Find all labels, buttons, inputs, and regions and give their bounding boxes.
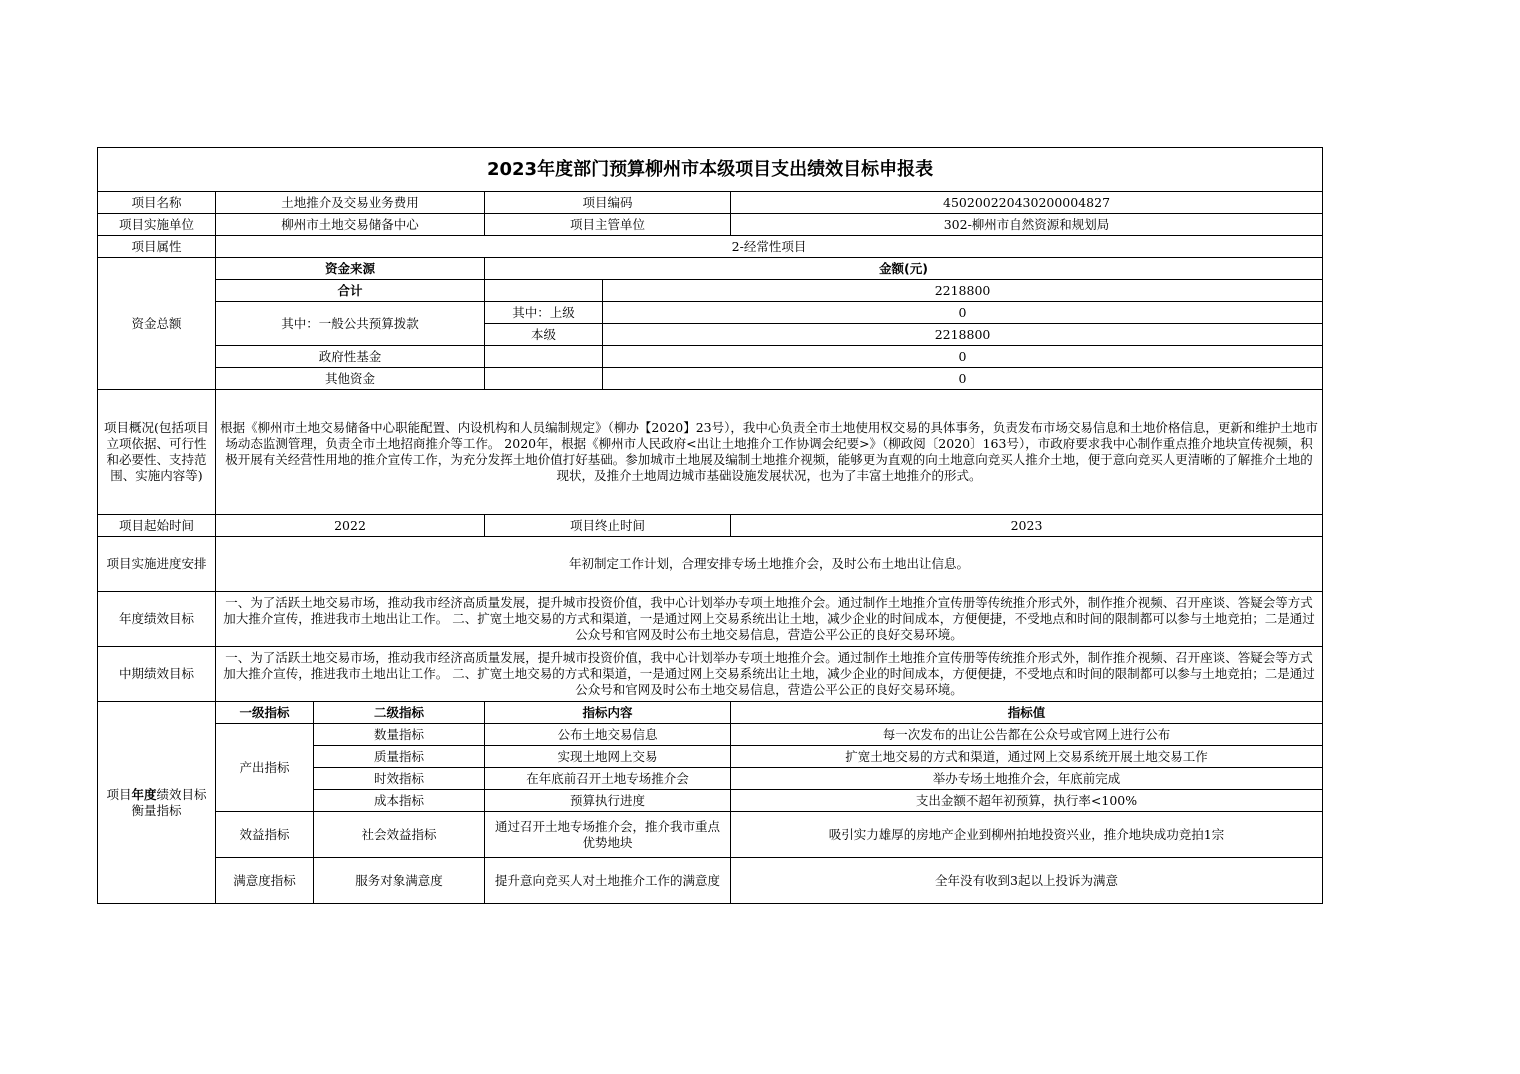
content-header: 指标内容 bbox=[485, 702, 731, 724]
government-fund-blank bbox=[485, 346, 603, 368]
indicator-content: 通过召开土地专场推介会，推介我市重点优势地块 bbox=[485, 812, 731, 858]
indicator-value: 举办专场土地推介会，年底前完成 bbox=[731, 768, 1323, 790]
project-code-label: 项目编码 bbox=[485, 192, 731, 214]
mid-term-goal-text: 一、为了活跃土地交易市场，推动我市经济高质量发展，提升城市投资价值，我中心计划举办专项土地推介会。通过制作土地推介宣传册等传统推介形式外，制作推介视频、召开座谈、答疑会等方式加大推介宣传，推进我市土地出让工作。 二、扩宽土地交易的方式和渠道，一是通过网上交易系统出让土地，减少企业的时间成本，方便便捷，不受地点和时间的限制都可以参与土地竞拍；二是通过公众号和官网及时公布土地交易信息，营造公平公正的良好交易环境。 bbox=[216, 647, 1323, 702]
indicator-level2: 成本指标 bbox=[314, 790, 485, 812]
government-fund-label: 政府性基金 bbox=[216, 346, 485, 368]
implementing-unit-label: 项目实施单位 bbox=[98, 214, 216, 236]
local-level-label: 本级 bbox=[485, 324, 603, 346]
form-title: 2023年度部门预算柳州市本级项目支出绩效目标申报表 bbox=[98, 148, 1323, 192]
other-fund-value: 0 bbox=[603, 368, 1323, 390]
project-overview-label: 项目概况(包括项目立项依据、可行性和必要性、支持范围、实施内容等) bbox=[98, 390, 216, 515]
indicator-level2: 社会效益指标 bbox=[314, 812, 485, 858]
fund-total-value: 2218800 bbox=[603, 280, 1323, 302]
benefit-indicator-label: 效益指标 bbox=[216, 812, 314, 858]
fund-total-label: 资金总额 bbox=[98, 258, 216, 390]
mid-term-goal-label: 中期绩效目标 bbox=[98, 647, 216, 702]
project-overview-text: 根据《柳州市土地交易储备中心职能配置、内设机构和人员编制规定》（柳办【2020】23号），我中心负责全市土地使用权交易的具体事务，负责发布市场交易信息和土地价格信息，更新和维护土地市场动态监测管理，负责全市土地招商推介等工作。 2020年，根据《柳州市人民政府<出让土地推介工作协调会纪要>》（柳政阅〔2020〕163号），市政府要求我中心制作重点推介地块宣传视频，积极开展有关经营性用地的推介宣传工作，为充分发挥土地价值打好基础。参加城市土地展及编制土地推介视频，能够更为直观的向土地意向竞买人推介土地，便于意向竞买人更清晰的了解推介土地的现状，及推介土地周边城市基础设施发展状况，也为了丰富土地推介的形式。 bbox=[216, 390, 1323, 515]
indicator-level2: 时效指标 bbox=[314, 768, 485, 790]
level2-header: 二级指标 bbox=[314, 702, 485, 724]
annual-goal-text: 一、为了活跃土地交易市场，推动我市经济高质量发展，提升城市投资价值，我中心计划举办专项土地推介会。通过制作土地推介宣传册等传统推介形式外，制作推介视频、召开座谈、答疑会等方式加大推介宣传，推进我市土地出让工作。 二、扩宽土地交易的方式和渠道，一是通过网上交易系统出让土地，减少企业的时间成本，方便便捷，不受地点和时间的限制都可以参与土地竞拍；二是通过公众号和官网及时公布土地交易信息，营造公平公正的良好交易环境。 bbox=[216, 592, 1323, 647]
supervising-unit-label: 项目主管单位 bbox=[485, 214, 731, 236]
start-time-value: 2022 bbox=[216, 515, 485, 537]
satisfaction-indicator-label: 满意度指标 bbox=[216, 858, 314, 904]
indicator-level2: 服务对象满意度 bbox=[314, 858, 485, 904]
other-fund-label: 其他资金 bbox=[216, 368, 485, 390]
local-level-value: 2218800 bbox=[603, 324, 1323, 346]
indicator-content: 提升意向竞买人对土地推介工作的满意度 bbox=[485, 858, 731, 904]
fund-total-blank bbox=[485, 280, 603, 302]
indicator-value: 全年没有收到3起以上投诉为满意 bbox=[731, 858, 1323, 904]
project-attribute-value: 2-经常性项目 bbox=[216, 236, 1323, 258]
performance-target-form bbox=[97, 147, 1323, 904]
indicator-content: 实现土地网上交易 bbox=[485, 746, 731, 768]
fund-amount-header: 金额(元) bbox=[485, 258, 1323, 280]
indicator-value: 扩宽土地交易的方式和渠道，通过网上交易系统开展土地交易工作 bbox=[731, 746, 1323, 768]
project-name-label: 项目名称 bbox=[98, 192, 216, 214]
end-time-value: 2023 bbox=[731, 515, 1323, 537]
start-time-label: 项目起始时间 bbox=[98, 515, 216, 537]
progress-plan-text: 年初制定工作计划，合理安排专场土地推介会，及时公布土地出让信息。 bbox=[216, 537, 1323, 592]
indicator-value: 支出金额不超年初预算，执行率<100% bbox=[731, 790, 1323, 812]
project-name-value: 土地推介及交易业务费用 bbox=[216, 192, 485, 214]
project-code-value: 450200220430200004827 bbox=[731, 192, 1323, 214]
indicator-value: 吸引实力雄厚的房地产企业到柳州拍地投资兴业，推介地块成功竞拍1宗 bbox=[731, 812, 1323, 858]
government-fund-value: 0 bbox=[603, 346, 1323, 368]
end-time-label: 项目终止时间 bbox=[485, 515, 731, 537]
indicator-content: 预算执行进度 bbox=[485, 790, 731, 812]
other-fund-blank bbox=[485, 368, 603, 390]
indicator-content: 公布土地交易信息 bbox=[485, 724, 731, 746]
general-budget-label: 其中：一般公共预算拨款 bbox=[216, 302, 485, 346]
indicator-level2: 质量指标 bbox=[314, 746, 485, 768]
upper-level-label: 其中：上级 bbox=[485, 302, 603, 324]
implementing-unit-value: 柳州市土地交易储备中心 bbox=[216, 214, 485, 236]
annual-goal-label: 年度绩效目标 bbox=[98, 592, 216, 647]
progress-plan-label: 项目实施进度安排 bbox=[98, 537, 216, 592]
upper-level-value: 0 bbox=[603, 302, 1323, 324]
output-indicator-label: 产出指标 bbox=[216, 724, 314, 812]
indicator-level2: 数量指标 bbox=[314, 724, 485, 746]
value-header: 指标值 bbox=[731, 702, 1323, 724]
indicator-value: 每一次发布的出让公告都在公众号或官网上进行公布 bbox=[731, 724, 1323, 746]
project-attribute-label: 项目属性 bbox=[98, 236, 216, 258]
indicator-content: 在年底前召开土地专场推介会 bbox=[485, 768, 731, 790]
level1-header: 一级指标 bbox=[216, 702, 314, 724]
fund-source-header: 资金来源 bbox=[216, 258, 485, 280]
indicator-section-label: 项目年度绩效目标衡量指标 bbox=[98, 702, 216, 904]
fund-total-row-label: 合计 bbox=[216, 280, 485, 302]
supervising-unit-value: 302-柳州市自然资源和规划局 bbox=[731, 214, 1323, 236]
